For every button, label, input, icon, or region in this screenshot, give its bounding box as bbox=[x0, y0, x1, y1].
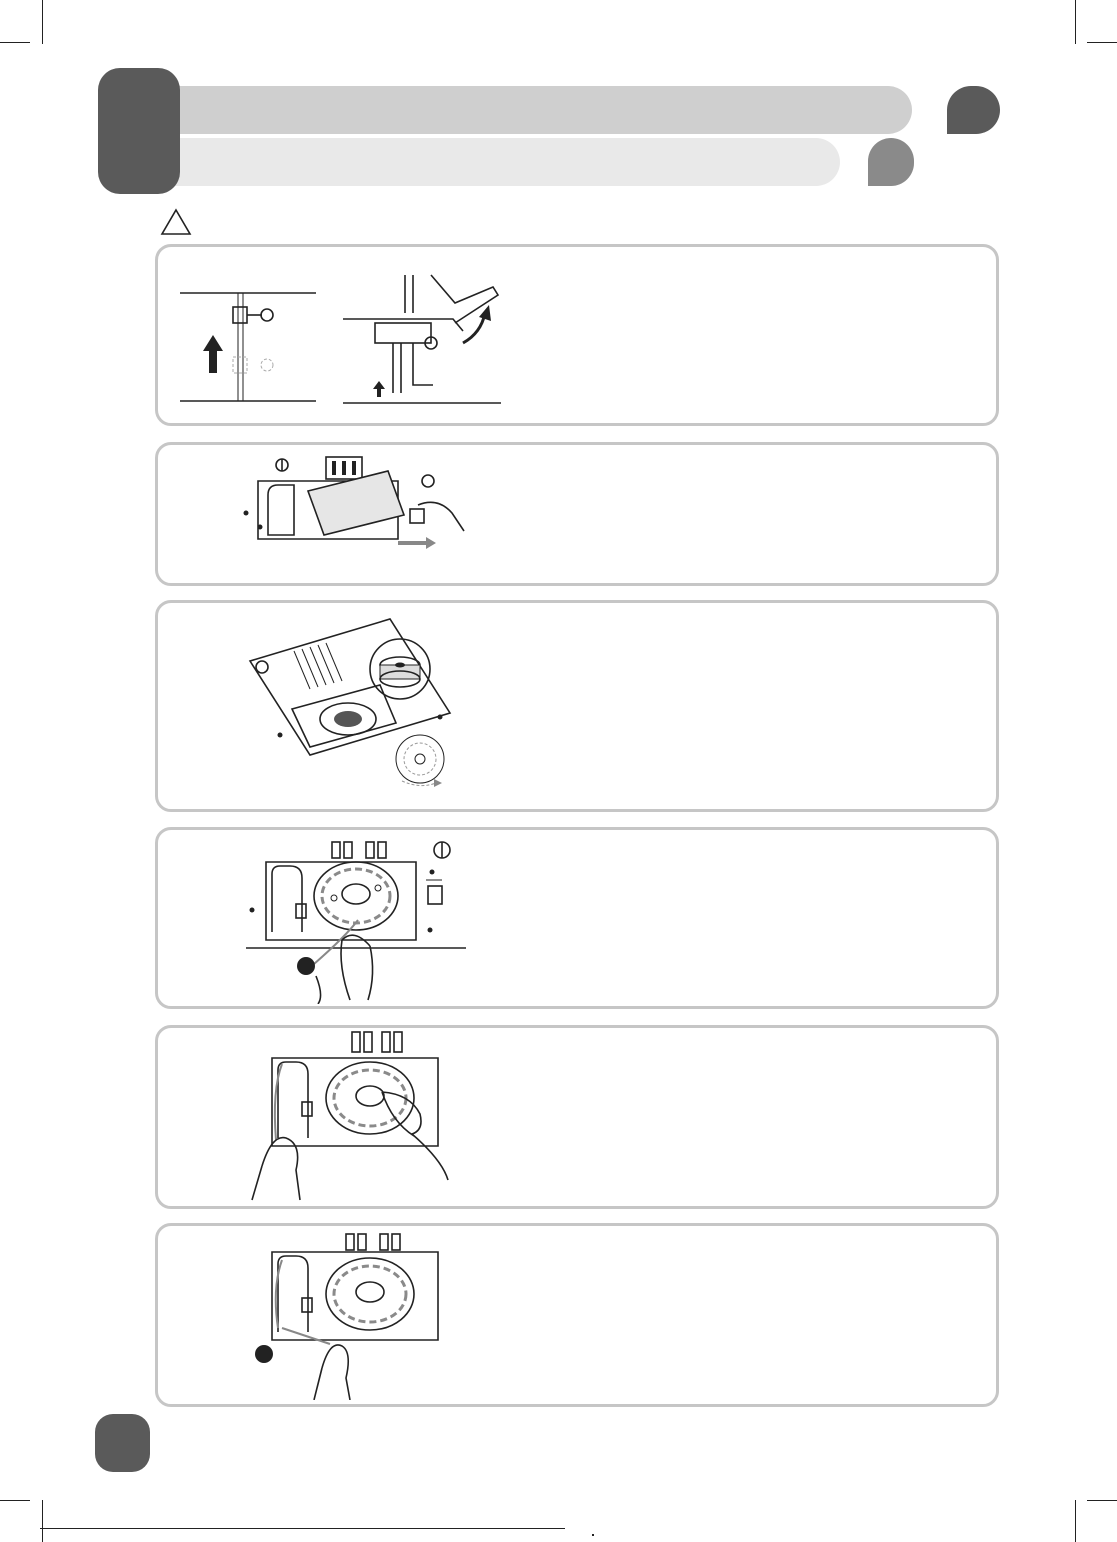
bobbin-rotation-detail bbox=[390, 733, 454, 789]
subsection-tab bbox=[868, 138, 914, 186]
step-panel-2 bbox=[155, 442, 999, 586]
section-subtitle-bar bbox=[160, 138, 840, 186]
bobbin-thread-guide-figure bbox=[246, 836, 466, 1004]
presser-foot-lever-figure bbox=[343, 273, 503, 407]
step-panel-6 bbox=[155, 1223, 999, 1407]
bobbin-cover-release-figure bbox=[238, 451, 473, 561]
center-mark bbox=[592, 1534, 594, 1536]
crop-mark bbox=[0, 42, 30, 43]
crop-mark bbox=[1087, 42, 1117, 43]
step-panel-4 bbox=[155, 827, 999, 1009]
crop-mark bbox=[40, 1528, 565, 1529]
section-title-bar bbox=[160, 86, 912, 134]
step-panel-3 bbox=[155, 600, 999, 812]
crop-mark bbox=[1075, 1500, 1076, 1542]
step-panel-5 bbox=[155, 1025, 999, 1209]
step-panel-1 bbox=[155, 244, 999, 426]
crop-mark bbox=[42, 1500, 43, 1542]
warning-triangle-icon bbox=[160, 208, 192, 236]
section-tab bbox=[947, 86, 1000, 134]
callout-marker-dark bbox=[255, 1345, 273, 1363]
hold-bobbin-pull-thread-figure bbox=[242, 1030, 462, 1202]
chapter-tab bbox=[98, 68, 180, 194]
page-number-tab bbox=[95, 1414, 150, 1472]
callout-marker-dark bbox=[297, 957, 315, 975]
needle-raise-figure bbox=[178, 285, 318, 405]
thread-cutter-figure bbox=[242, 1228, 462, 1400]
crop-mark bbox=[1087, 1500, 1117, 1501]
crop-mark bbox=[42, 0, 43, 44]
crop-mark bbox=[0, 1500, 30, 1501]
crop-mark bbox=[1075, 0, 1076, 44]
